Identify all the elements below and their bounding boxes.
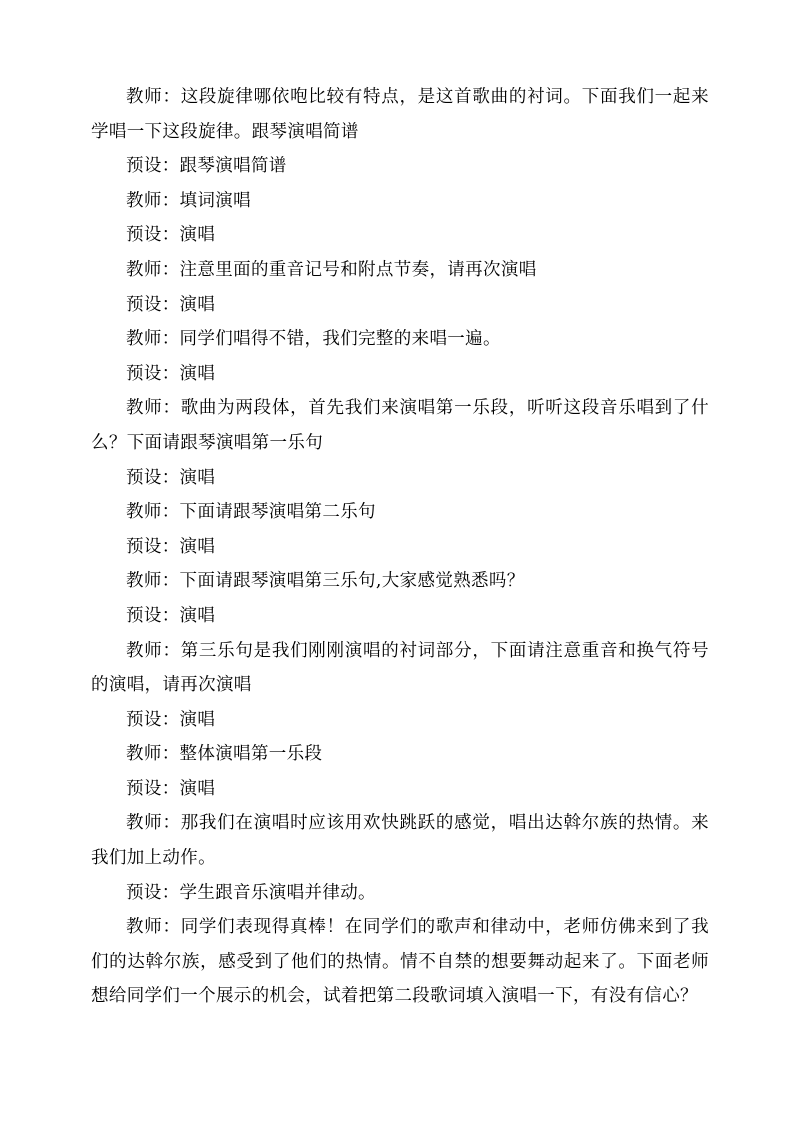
paragraph-preset-7: 预设：演唱 bbox=[126, 605, 216, 626]
paragraph-teacher-2: 教师：填词演唱 bbox=[126, 190, 251, 211]
paragraph-teacher-7: 教师：下面请跟琴演唱第三乐句,大家感觉熟悉吗？ bbox=[126, 571, 525, 592]
paragraph-preset-3: 预设：演唱 bbox=[126, 294, 216, 315]
paragraph-teacher-5: 教师：歌曲为两段体，首先我们来演唱第一乐段，听听这段音乐唱到了什么？下面请跟琴演唱第一乐句 bbox=[91, 398, 709, 453]
paragraph-teacher-10: 教师：那我们在演唱时应该用欢快跳跃的感觉，唱出达斡尔族的热情。来我们加上动作。 bbox=[91, 813, 709, 869]
paragraph-preset-1: 预设：跟琴演唱简谱 bbox=[126, 156, 287, 177]
paragraph-teacher-9: 教师：整体演唱第一乐段 bbox=[126, 744, 323, 765]
paragraph-teacher-3: 教师：注意里面的重音记号和附点节奏，请再次演唱 bbox=[126, 259, 537, 280]
paragraph-preset-2: 预设：演唱 bbox=[126, 225, 216, 246]
paragraph-teacher-1: 教师：这段旋律哪依咆比较有特点，是这首歌曲的衬词。下面我们一起来学唱一下这段旋律。跟琴演唱简谱 bbox=[91, 87, 709, 142]
paragraph-teacher-11: 教师：同学们表现得真棒！在同学们的歌声和律动中，老师仿佛来到了我们的达斡尔族，感受到了他们的热情。情不自禁的想要舞动起来了。下面老师想给同学们一个展示的机会，试着把第二段歌词填入演唱一下，有没有信心？ bbox=[91, 917, 709, 1007]
paragraph-preset-5: 预设：演唱 bbox=[126, 467, 216, 488]
paragraph-teacher-4: 教师：同学们唱得不错，我们完整的来唱一遍。 bbox=[126, 329, 501, 350]
paragraph-preset-8: 预设：演唱 bbox=[126, 709, 216, 730]
paragraph-preset-9: 预设：演唱 bbox=[126, 778, 216, 799]
document-body bbox=[91, 80, 709, 1014]
paragraph-preset-6: 预设：演唱 bbox=[126, 536, 216, 557]
paragraph-teacher-6: 教师：下面请跟琴演唱第二乐句 bbox=[126, 502, 376, 523]
paragraph-preset-10: 预设：学生跟音乐演唱并律动。 bbox=[126, 882, 376, 903]
paragraph-teacher-8: 教师：第三乐句是我们刚刚演唱的衬词部分，下面请注意重音和换气符号的演唱，请再次演唱 bbox=[91, 640, 709, 696]
paragraph-preset-4: 预设：演唱 bbox=[126, 363, 216, 384]
